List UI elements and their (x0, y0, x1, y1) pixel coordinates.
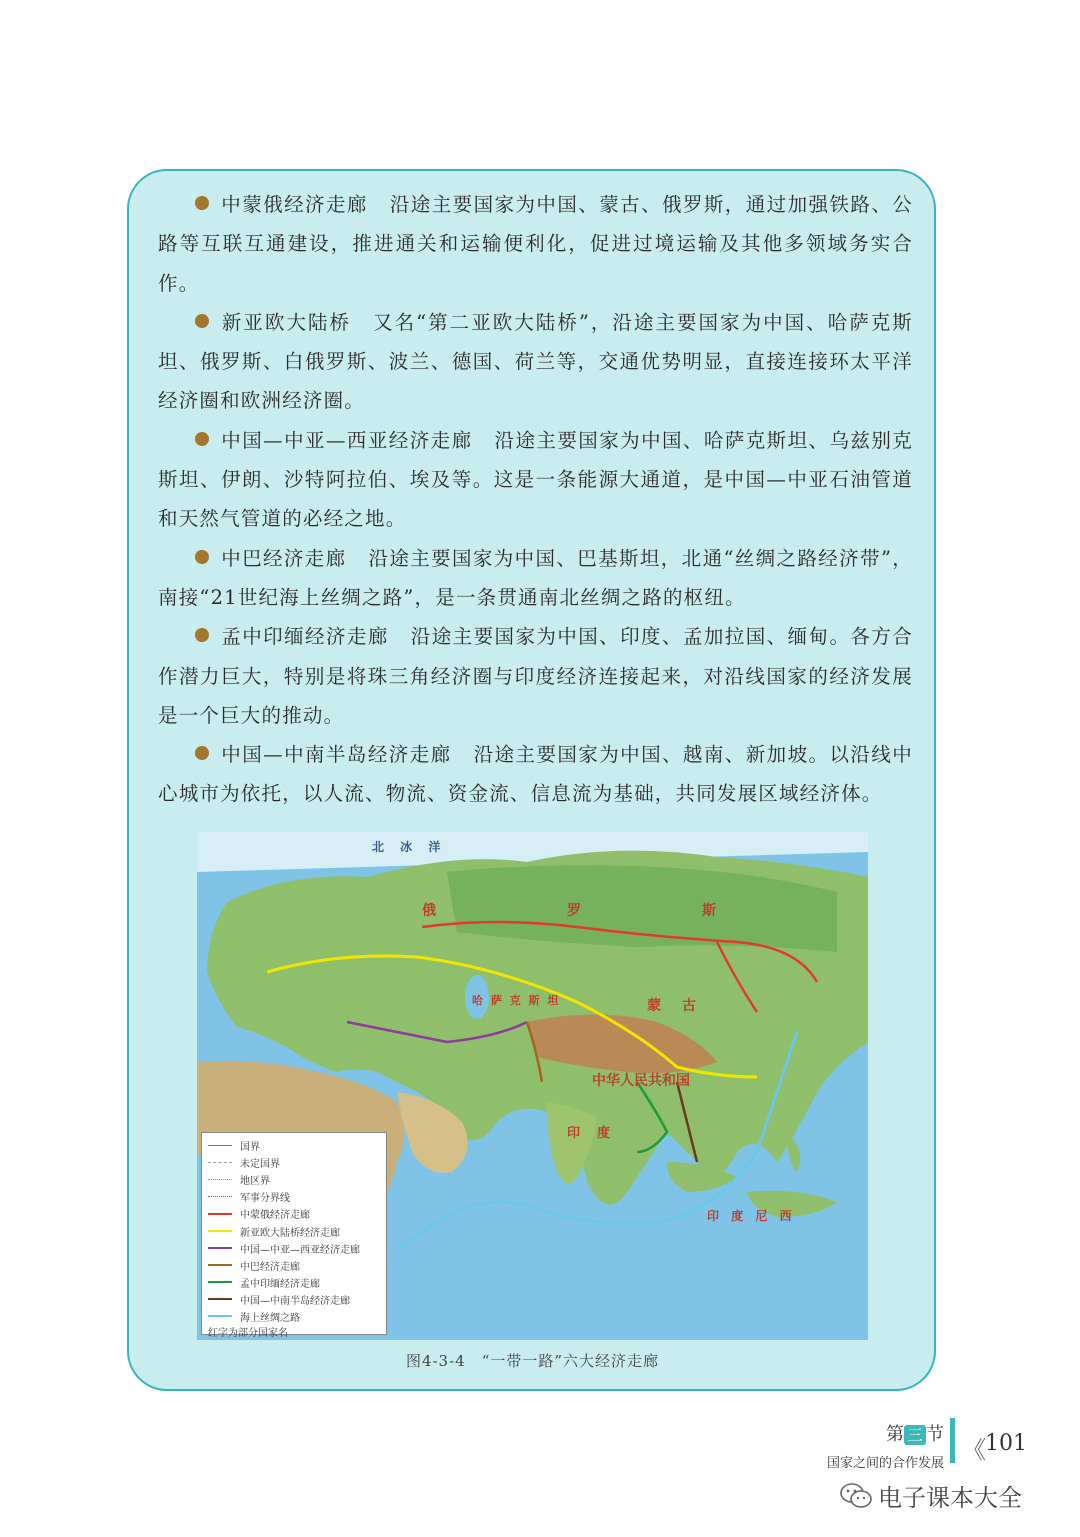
legend-swatch (208, 1145, 232, 1146)
map-label-china: 中华人民共和国 (592, 1073, 690, 1089)
legend-item (208, 1137, 380, 1154)
legend-label: 中国—中南半岛经济走廊 (240, 1295, 350, 1307)
paragraph-term: 中国—中南半岛经济走廊 (221, 743, 452, 767)
legend-label: 中国—中亚—西亚经济走廊 (240, 1244, 360, 1256)
legend-item (208, 1308, 380, 1325)
legend-item (208, 1274, 380, 1291)
legend-swatch (208, 1315, 232, 1317)
bullet-icon (195, 628, 209, 642)
bullet-icon (195, 746, 209, 760)
legend-label: 军事分界线 (240, 1193, 290, 1205)
legend-item (208, 1188, 380, 1205)
legend-item (208, 1205, 380, 1222)
wechat-account-name: 电子课本大全 (878, 1484, 1022, 1512)
legend-swatch (208, 1264, 232, 1266)
section-header (827, 1420, 944, 1471)
paragraph-5 (158, 617, 913, 735)
legend-swatch (208, 1230, 232, 1232)
paragraph-text: 沿途主要国家为中国、印度、孟加拉国、缅甸。各方合作潜力巨大，特别是将珠三角经济圈与印度经济连接起来，对沿线国家的经济发展是一个巨大的推动。 (158, 625, 913, 727)
section-suffix: 节 (926, 1424, 944, 1445)
paragraph-term: 孟中印缅经济走廊 (221, 625, 389, 649)
paragraph-term: 新亚欧大陆桥 (221, 310, 352, 334)
bullet-icon (195, 550, 209, 564)
legend-swatch (208, 1281, 232, 1283)
section-label (827, 1420, 944, 1446)
bullet-icon (195, 432, 209, 446)
legend-swatch (208, 1179, 232, 1180)
legend-swatch (208, 1162, 232, 1163)
figure-caption: 图4-3-4 “一带一路”六大经济走廊 (405, 1352, 660, 1370)
map-label-indonesia: 印 度 尼 西 (707, 1209, 796, 1223)
legend-item (208, 1154, 380, 1171)
map-legend (201, 1132, 387, 1340)
wechat-watermark (840, 1478, 1022, 1513)
map-label-mongolia-1: 蒙 (647, 998, 661, 1014)
legend-item (208, 1222, 380, 1239)
map-label-mongolia-2: 古 (682, 998, 696, 1014)
map-label-india-1: 印 (567, 1126, 581, 1141)
paragraph-text: 沿途主要国家为中国、哈萨克斯坦、乌兹别克斯坦、伊朗、沙特阿拉伯、埃及等。这是一条能源大通道，是中国—中亚石油管道和天然气管道的必经之地。 (158, 428, 913, 531)
wechat-icon (840, 1482, 872, 1510)
legend-label: 中巴经济走廊 (240, 1261, 300, 1273)
paragraph-term: 中国—中亚—西亚经济走廊 (221, 428, 473, 452)
legend-swatch (208, 1298, 232, 1300)
section-title: 国家之间的合作发展 (826, 1456, 944, 1471)
paragraph-4 (158, 539, 913, 618)
footer-divider (950, 1418, 955, 1463)
legend-label: 海上丝绸之路 (240, 1312, 300, 1324)
bullet-icon (195, 196, 209, 210)
paragraph-1 (158, 185, 913, 303)
paragraph-text: 沿途主要国家为中国、巴基斯坦，北通“丝绸之路经济带”，南接“21世纪海上丝绸之路”，是一条贯通南北丝绸之路的枢纽。 (158, 546, 913, 609)
corridor-map (197, 832, 868, 1340)
text-block (158, 185, 913, 814)
map-label-india-2: 度 (597, 1126, 611, 1141)
legend-item (208, 1257, 380, 1274)
legend-swatch (208, 1196, 232, 1197)
paragraph-2 (158, 303, 913, 421)
paragraph-term: 中蒙俄经济走廊 (221, 193, 368, 216)
paragraph-text: 沿途主要国家为中国、蒙古、俄罗斯，通过加强铁路、公路等互联互通建设，推进通关和运输便利化，促进过境运输及其他多领域务实合作。 (158, 193, 913, 295)
map-label-russia-3: 斯 (702, 903, 716, 919)
legend-label: 孟中印缅经济走廊 (240, 1278, 320, 1290)
legend-item (208, 1291, 380, 1308)
paragraph-text: 又名“第二亚欧大陆桥”，沿途主要国家为中国、哈萨克斯坦、俄罗斯、白俄罗斯、波兰、德国、荷兰等，交通优势明显，直接连接环太平洋经济圈和欧洲经济圈。 (158, 310, 914, 413)
chevron-left-icon: 《 (962, 1436, 986, 1464)
paragraph-term: 中巴经济走廊 (221, 546, 347, 570)
legend-items (208, 1137, 380, 1325)
map-label-kazakhstan: 哈 萨 克 斯 坦 (472, 994, 561, 1007)
legend-label: 地区界 (240, 1176, 270, 1188)
legend-label: 国界 (240, 1142, 260, 1154)
legend-item (208, 1171, 380, 1188)
paragraph-6 (158, 735, 913, 814)
section-number: 三 (904, 1425, 926, 1445)
paragraph-text: 沿途主要国家为中国、越南、新加坡。以沿线中心城市为依托，以人流、物流、资金流、信息流为基础，共同发展区域经济体。 (158, 743, 913, 806)
page-number: 101 (985, 1431, 1027, 1456)
paragraph-3 (158, 421, 913, 539)
legend-label: 中蒙俄经济走廊 (240, 1210, 310, 1222)
section-prefix: 第 (886, 1424, 904, 1445)
legend-label: 新亚欧大陆桥经济走廊 (240, 1227, 340, 1239)
legend-label: 未定国界 (240, 1159, 280, 1171)
legend-note: 红字为部分国家名 (208, 1328, 288, 1340)
map-label-russia-2: 罗 (567, 903, 581, 919)
map-label-arctic: 北 冰 洋 (372, 840, 447, 854)
legend-swatch (208, 1247, 232, 1249)
map-label-russia-1: 俄 (422, 903, 436, 919)
legend-item (208, 1240, 380, 1257)
bullet-icon (195, 314, 209, 328)
legend-swatch (208, 1213, 232, 1215)
